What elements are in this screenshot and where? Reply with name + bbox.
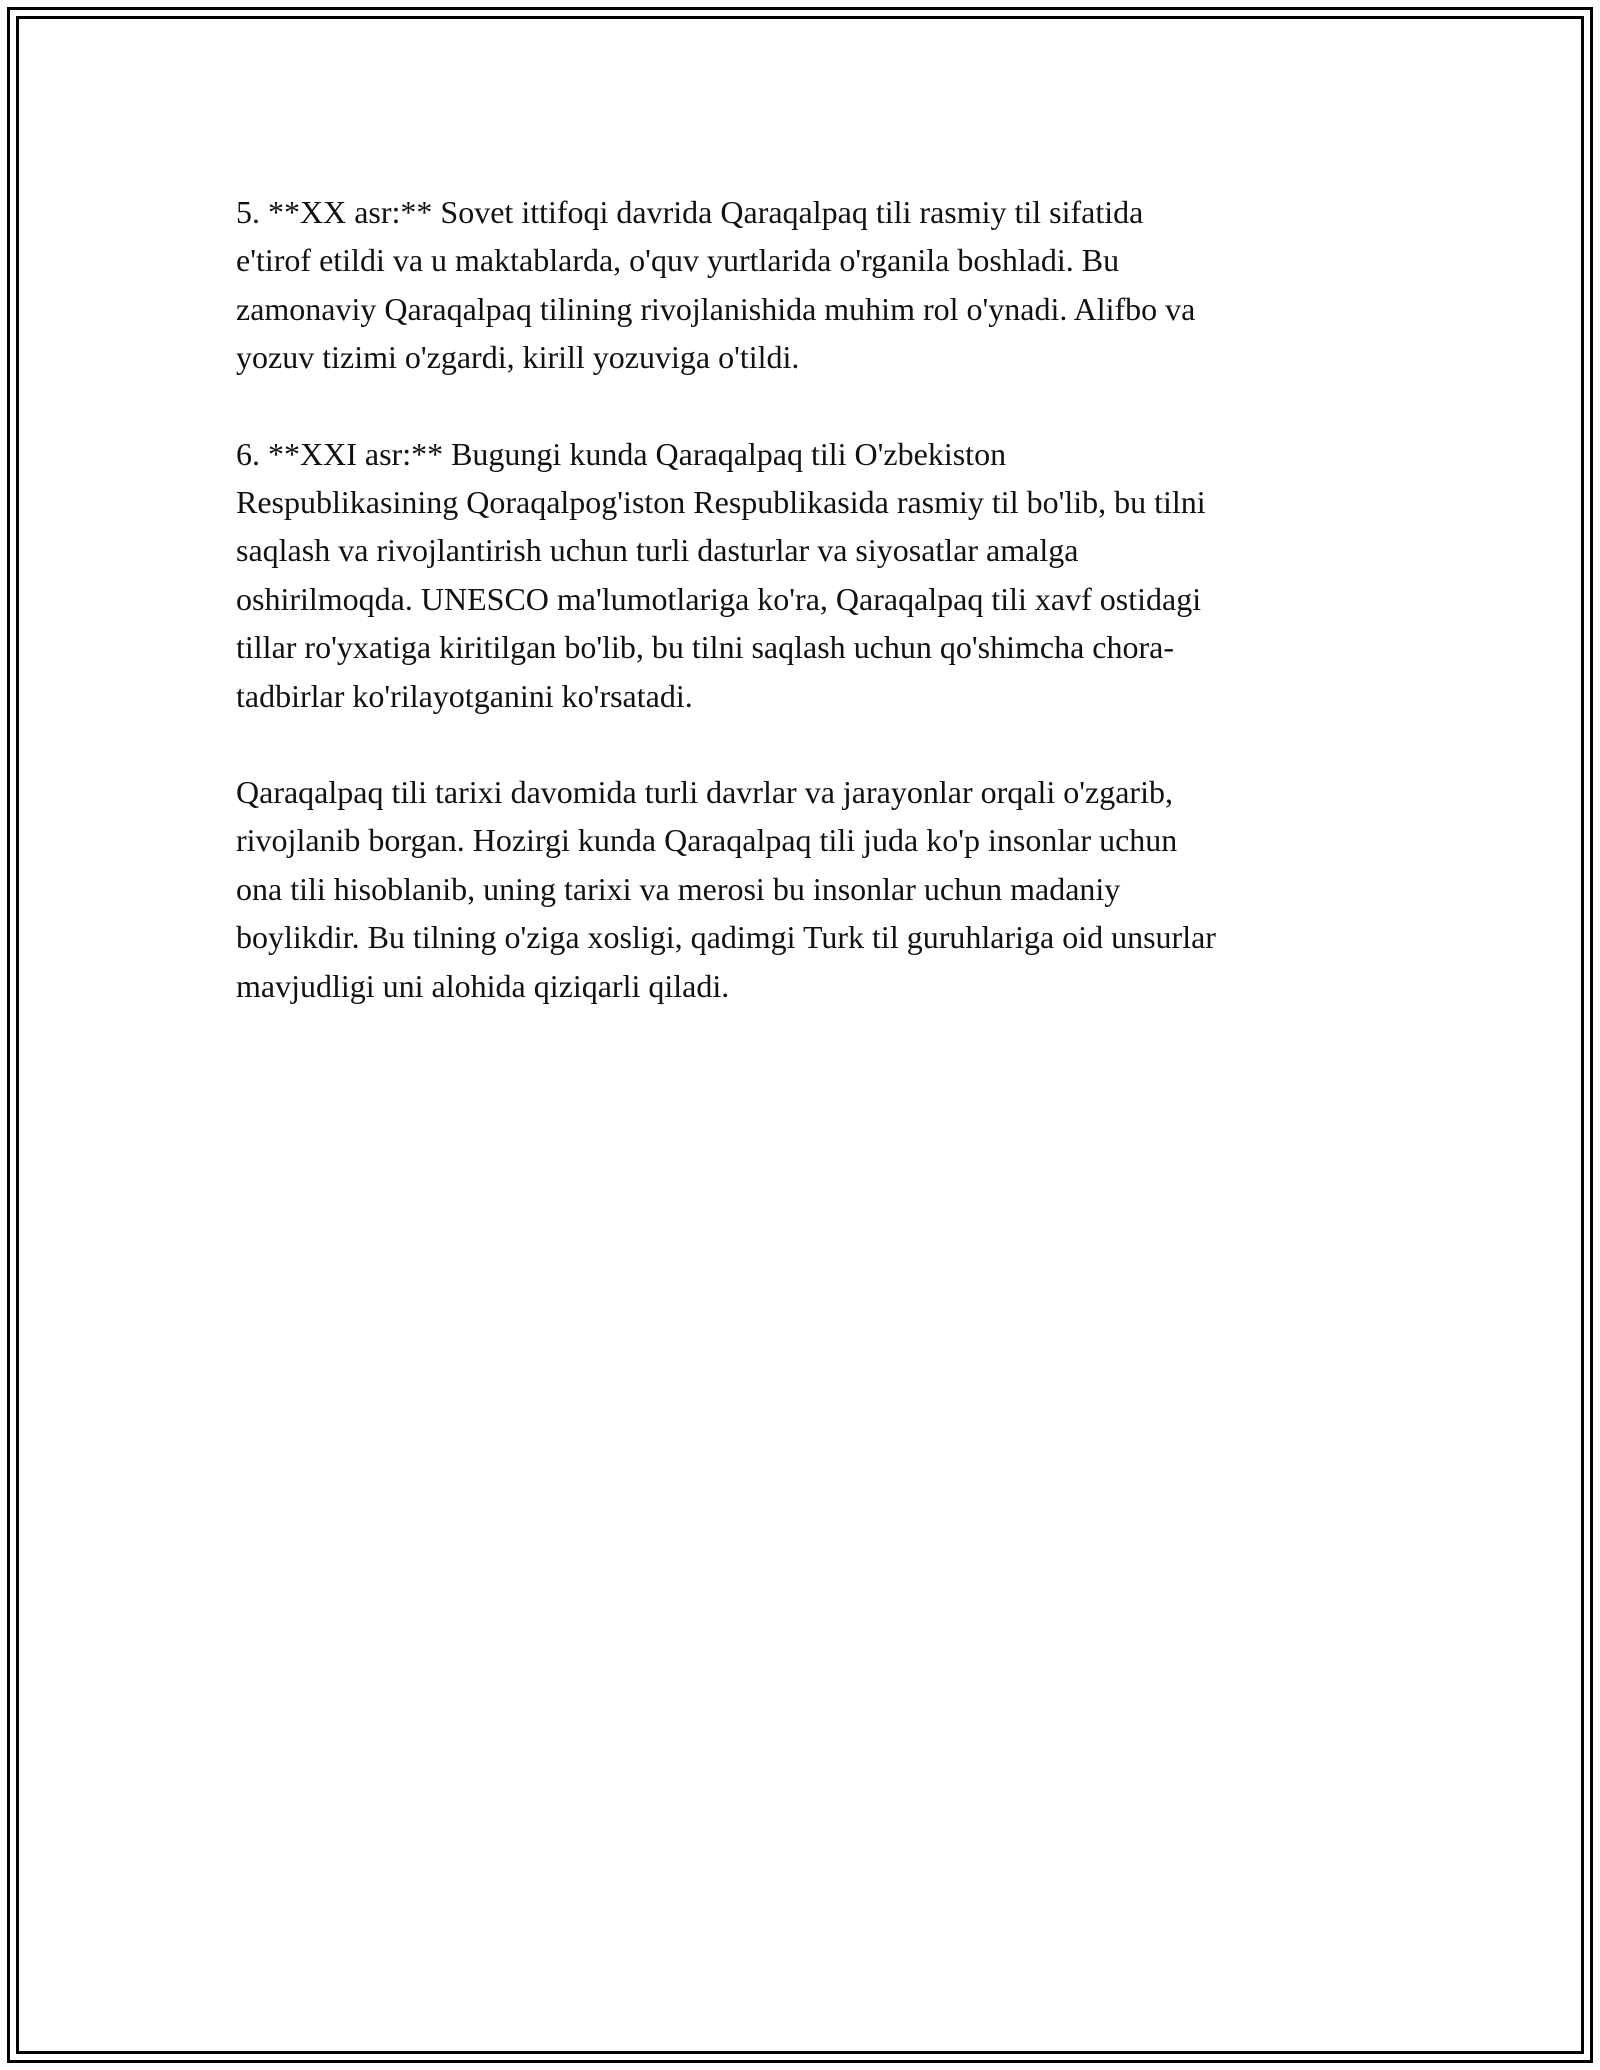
paragraph-xx-century: 5. **XX asr:** Sovet ittifoqi davrida Qaraqalpaq tili rasmiy til sifatida e'tirof etildi va u maktablarda, o'quv yurtlarida o'rganila boshladi. Bu zamonaviy Qaraqalpaq tilining rivojlanishida muhim rol o'ynadi. Alifbo va yozuv tizimi o'zgardi, kirill yozuviga o'tildi. [236, 194, 1196, 376]
paragraph-xxi-century: 6. **XXI asr:** Bugungi kunda Qaraqalpaq tili O'zbekiston Respublikasining Qoraqalpog'iston Respublikasida rasmiy til bo'lib, bu tilni saqlash va rivojlantirish uchun turli dasturlar va siyosatlar amalga oshirilmoqda. UNESCO ma'lumotlariga ko'ra, Qaraqalpaq tili xavf ostidagi tillar ro'yxatiga kiritilgan bo'lib, bu tilni saqlash uchun qo'shimcha chora- tadbirlar ko'rilayotganini ko'rsatadi. [236, 435, 1206, 714]
paragraph-conclusion: Qaraqalpaq tili tarixi davomida turli davrlar va jarayonlar orqali o'zgarib, rivojlanib borgan. Hozirgi kunda Qaraqalpaq tili juda ko'p insonlar uchun ona tili hisoblanib, uning tarixi va merosi bu insonlar uchun madaniy boylikdir. Bu tilning o'ziga xosligi, qadimgi Turk til guruhlariga oid unsurlar mavjudligi uni alohida qiziqarli qiladi. [236, 774, 1216, 1004]
document-body [236, 188, 1366, 1058]
